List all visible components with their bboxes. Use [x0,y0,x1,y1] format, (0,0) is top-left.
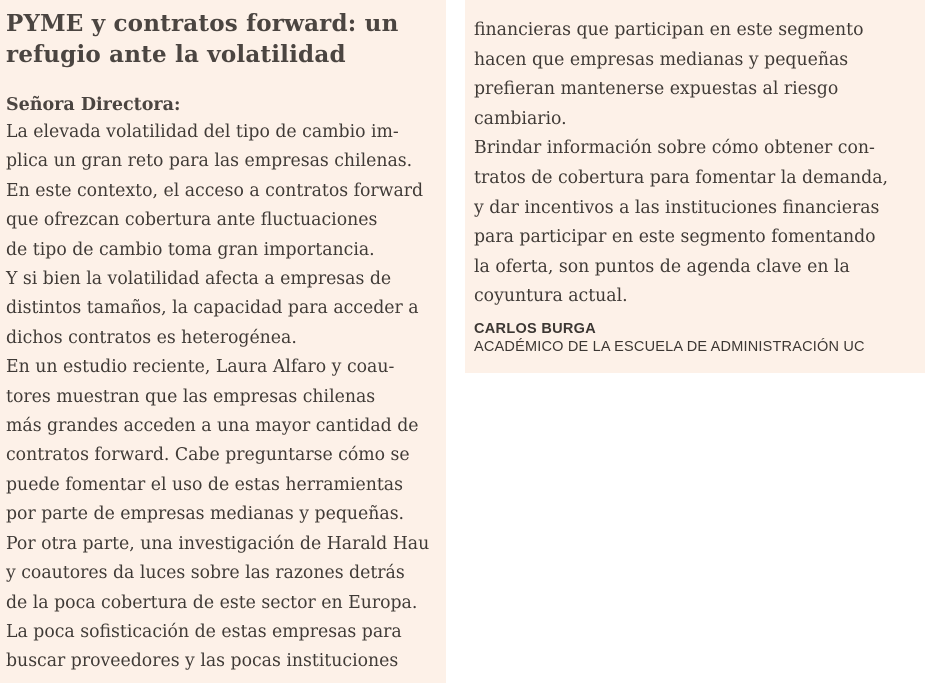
body-line: puede fomentar el uso de estas herramientas [6,474,403,495]
body-line: Brindar información sobre cómo obtener con- [474,138,875,159]
body-line: plica un gran reto para las empresas chilenas. [6,151,413,172]
headline-line: PYME y contratos forward: un [6,10,399,37]
body-line: coyuntura actual. [474,286,628,307]
letter-column-right [465,0,925,373]
body-line: la oferta, son puntos de agenda clave en la [474,256,850,277]
body-line: que ofrezcan cobertura ante fluctuaciones [6,210,378,231]
body-line: hacen que empresas medianas y pequeñas [474,49,849,70]
body-line: para participar en este segmento fomentando [474,227,876,248]
letter-body-right [474,16,925,312]
body-line: buscar proveedores y las pocas instituciones [6,651,399,672]
letter-headline [6,8,446,70]
body-line: La elevada volatilidad del tipo de cambio im- [6,122,399,142]
body-line: y dar incentivos a las instituciones financieras [474,197,880,218]
body-line: de tipo de cambio toma gran importancia. [6,239,375,260]
body-line: En un estudio reciente, Laura Alfaro y coau- [6,357,395,378]
body-line: financieras que participan en este segmento [474,20,864,40]
body-line: Por otra parte, una investigación de Harald Hau [6,533,430,554]
headline-line: refugio ante la volatilidad [6,41,346,68]
letter-salutation: Señora Directora: [6,95,181,115]
body-line: En este contexto, el acceso a contratos forward [6,180,424,201]
body-line: prefieran mantenerse expuestas al riesgo [474,79,839,100]
body-line: más grandes acceden a una mayor cantidad de [6,416,419,437]
body-line: dichos contratos es heterogénea. [6,327,297,348]
body-line: distintos tamaños, la capacidad para acceder a [6,298,419,319]
body-line: y coautores da luces sobre las razones detrás [6,563,405,584]
body-line: contratos forward. Cabe preguntarse cómo se [6,445,410,466]
author-signature [474,321,925,356]
letter-column-left [0,0,446,683]
body-line: de la poca cobertura de este sector en Europa. [6,592,418,613]
body-line: Y si bien la volatilidad afecta a empresas de [6,269,392,290]
body-line: tores muestran que las empresas chilenas [6,386,376,407]
body-line: La poca sofisticación de estas empresas para [6,621,402,642]
author-title: ACADÉMICO DE LA ESCUELA DE ADMINISTRACIÓN UC [474,338,865,355]
body-line: tratos de cobertura para fomentar la demanda, [474,167,889,188]
body-line: por parte de empresas medianas y pequeñas. [6,504,405,525]
letter-body-left [6,118,446,677]
author-name: CARLOS BURGA [474,320,597,337]
body-line: cambiario. [474,108,567,129]
